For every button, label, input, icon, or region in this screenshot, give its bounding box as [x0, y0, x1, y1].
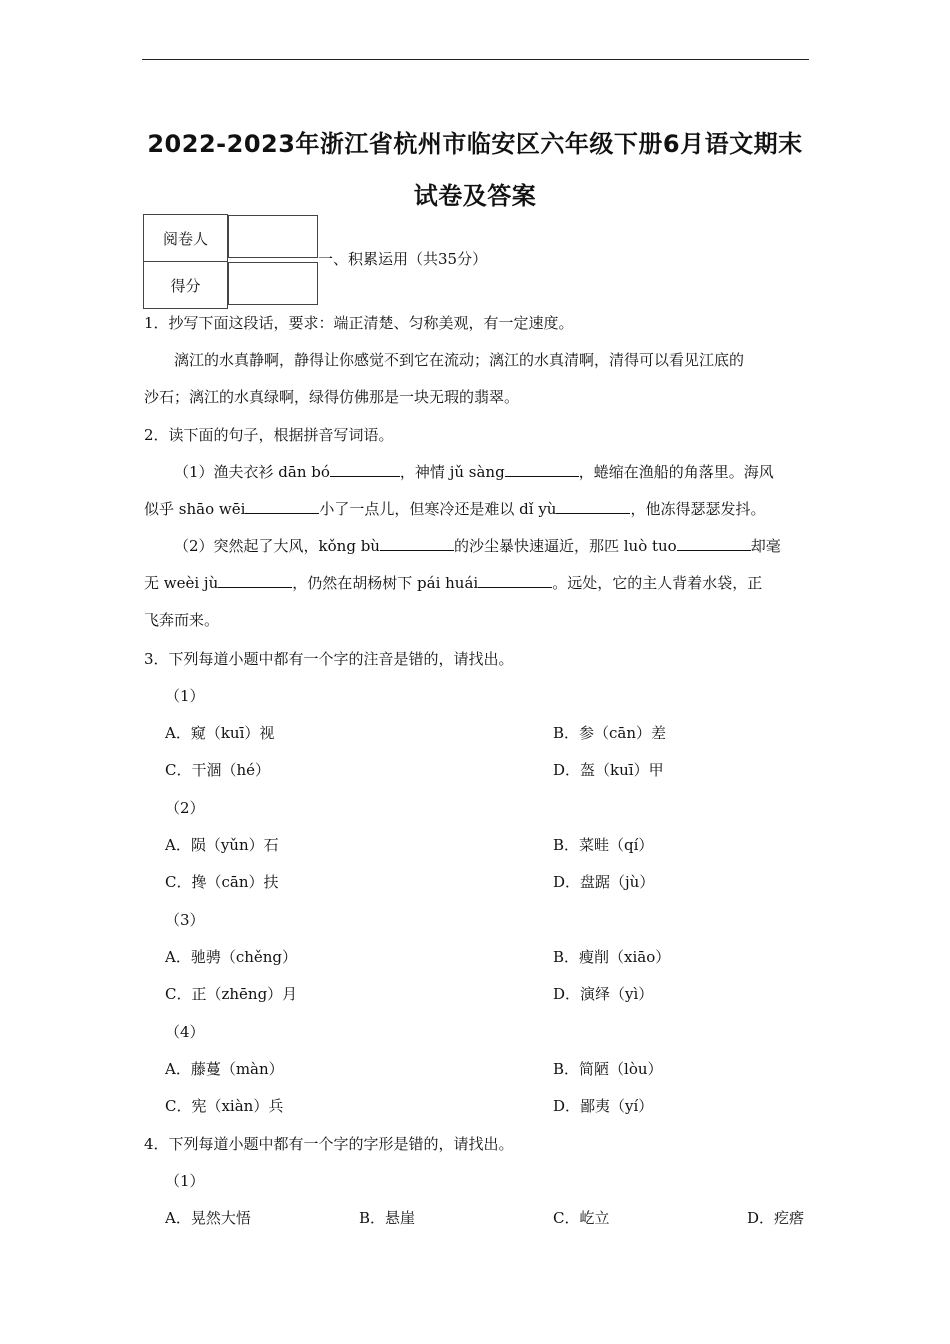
q4-group1-number: （1） [165, 1172, 205, 1190]
answer-blank[interactable] [677, 536, 751, 551]
exam-title-line2: 试卷及答案 [413, 182, 537, 210]
q3-g3-option-d[interactable]: D．演绎（yì） [553, 985, 654, 1003]
answer-blank[interactable] [478, 573, 552, 588]
q3-g3-option-a[interactable]: A．驰骋（chěng） [165, 948, 298, 966]
exam-title-line1: 2022-2023年浙江省杭州市临安区六年级下册6月语文期末 [147, 130, 803, 158]
q2-p2-text-e: ，仍然在胡杨树下 pái huái [292, 574, 479, 592]
q3-group3-number: （3） [165, 911, 205, 929]
q3-group4-number: （4） [165, 1023, 205, 1041]
q2-p2-text-d: 无 weèi jù [144, 574, 219, 592]
q3-g4-option-b[interactable]: B．简陋（lòu） [553, 1060, 663, 1078]
q2-prompt: 2．读下面的句子，根据拼音写词语。 [144, 426, 394, 444]
q3-g4-option-c[interactable]: C．宪（xiàn）兵 [165, 1097, 284, 1115]
q1-prompt: 1．抄写下面这段话，要求：端正清楚、匀称美观，有一定速度。 [144, 314, 574, 332]
q2-p1-text-a: （1）渔夫衣衫 dān bó [174, 463, 330, 481]
q2-p2-text-f: 。远处，它的主人背着水袋，正 [552, 574, 763, 592]
q3-g3-option-b[interactable]: B．瘦削（xiāo） [553, 948, 671, 966]
answer-blank[interactable] [556, 499, 630, 514]
q2-p2-line2 [144, 572, 762, 593]
q3-g1-option-b[interactable]: B．参（cān）差 [553, 724, 667, 742]
q2-p1-text-d: 似乎 shāo wēi [144, 500, 246, 518]
answer-blank[interactable] [330, 462, 400, 477]
q2-p2-line3: 飞奔而来。 [144, 611, 220, 629]
answer-blank[interactable] [218, 573, 292, 588]
q4-g1-option-d[interactable]: D．疙瘩 [747, 1209, 805, 1227]
answer-blank[interactable] [245, 499, 319, 514]
answer-blank[interactable] [505, 462, 579, 477]
q3-group2-number: （2） [165, 799, 205, 817]
q3-g3-option-c[interactable]: C．正（zhēng）月 [165, 985, 298, 1003]
q4-prompt: 4．下列每道小题中都有一个字的字形是错的，请找出。 [144, 1135, 514, 1153]
q3-g2-option-d[interactable]: D．盘踞（jù） [553, 873, 655, 891]
q2-p2-text-c: 却毫 [750, 537, 781, 555]
grader-score-table [143, 214, 319, 309]
q2-p2-text-b: 的沙尘暴快速逼近，那匹 luò tuo [453, 537, 677, 555]
q4-g1-option-a[interactable]: A．晃然大悟 [165, 1209, 251, 1227]
grader-label: 阅卷人 [144, 215, 228, 262]
q2-p2-line1 [174, 535, 781, 556]
q4-g1-option-b[interactable]: B．悬崖 [359, 1209, 416, 1227]
section-heading: 一、积累运用（共35分） [318, 250, 488, 268]
header-rule [142, 59, 809, 60]
q3-g2-option-b[interactable]: B．菜畦（qí） [553, 836, 654, 854]
score-field[interactable] [228, 262, 318, 305]
q1-passage-line2: 沙石；漓江的水真绿啊，绿得仿佛那是一块无瑕的翡翠。 [144, 388, 520, 406]
answer-blank[interactable] [380, 536, 454, 551]
grader-field[interactable] [228, 215, 318, 258]
q3-g4-option-d[interactable]: D．鄙夷（yí） [553, 1097, 654, 1115]
score-label: 得分 [144, 262, 228, 309]
q3-g2-option-a[interactable]: A．陨（yǔn）石 [165, 836, 279, 854]
q4-g1-option-c[interactable]: C．屹立 [553, 1209, 610, 1227]
q3-g2-option-c[interactable]: C．搀（cān）扶 [165, 873, 279, 891]
q2-p1-text-c: ，蜷缩在渔船的角落里。海风 [578, 463, 774, 481]
q3-prompt: 3．下列每道小题中都有一个字的注音是错的，请找出。 [144, 650, 514, 668]
q3-group1-number: （1） [165, 687, 205, 705]
q2-p1-text-e: 小了一点儿，但寒冷还是难以 dǐ yù [319, 500, 557, 518]
q2-p1-line2 [144, 498, 765, 519]
q1-passage-line1: 漓江的水真静啊，静得让你感觉不到它在流动；漓江的水真清啊，清得可以看见江底的 [174, 351, 745, 369]
q2-p1-text-f: ，他冻得瑟瑟发抖。 [630, 500, 766, 518]
q2-p1-text-b: ，神情 jǔ sàng [399, 463, 505, 481]
q3-g1-option-d[interactable]: D．盔（kuī）甲 [553, 761, 664, 779]
q3-g1-option-a[interactable]: A．窥（kuī）视 [165, 724, 275, 742]
q3-g4-option-a[interactable]: A．藤蔓（màn） [165, 1060, 284, 1078]
q2-p1-line1 [174, 461, 774, 482]
q2-p2-text-a: （2）突然起了大风，kǒng bù [174, 537, 380, 555]
q3-g1-option-c[interactable]: C．干涸（hé） [165, 761, 271, 779]
